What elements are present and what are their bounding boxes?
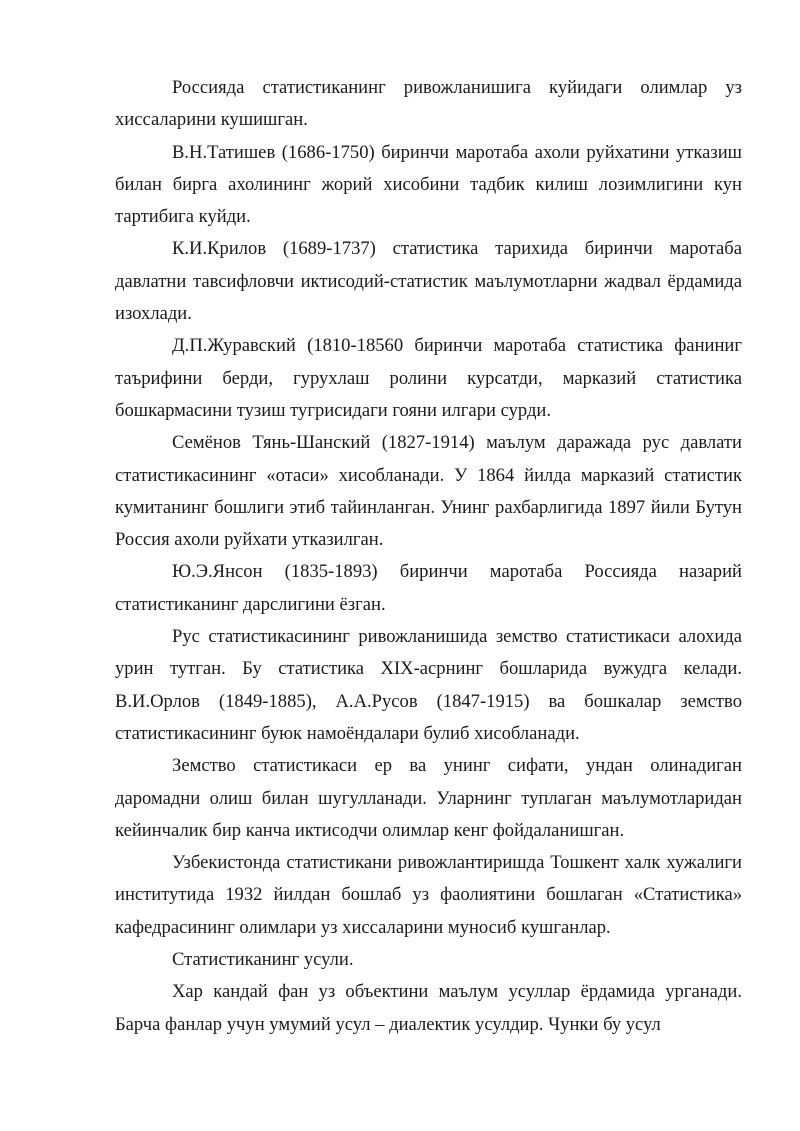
document-page bbox=[115, 72, 742, 1041]
section-heading-method: Статистиканинг усули. bbox=[172, 949, 354, 971]
paragraph-zemstvo-intro: Рус статистикасининг ривожланишида земство статистикаси алохида урин тутган. Бу статистика XIX-асрнинг бошларида вужудга келади. В.И.Орлов (1849-1885), А.А.Русов (1847-1915) ва бошкалар земство статистикасининг буюк намоёндалари булиб хисобланади. bbox=[115, 626, 742, 744]
paragraph-tatishev: В.Н.Татишев (1686-1750) биринчи маротаба ахоли руйхатини утказиш билан бирга ахолининг жорий хисобини тадбик килиш лозимлигини кун тартибига куйди. bbox=[115, 141, 742, 228]
paragraph-uzbekistan: Узбекистонда статистикани ривожлантиришда Тошкент халк хужалиги институтида 1932 йилдан бошлаб уз фаолиятини бошлаган «Статистика» кафедрасининг олимлари уз хиссаларини муносиб кушганлар. bbox=[115, 852, 742, 938]
paragraph-krilov: К.И.Крилов (1689-1737) статистика тарихида биринчи маротаба давлатни тавсифловчи иктисодий-статистик маълумотларни жадвал ёрдамида изохлади. bbox=[115, 238, 742, 325]
paragraph-yanson: Ю.Э.Янсон (1835-1893) биринчи маротаба Россияда назарий статистиканинг дарслигини ёзган. bbox=[115, 561, 742, 615]
paragraph-semenov: Семёнов Тянь-Шанский (1827-1914) маълум даражада рус давлати статистикасининг «отаси» хисобланади. У 1864 йилда марказий статистик кумитанинг бошлиги этиб тайинланган. Унинг рахбарлигида 1897 йили Бутун Россия ахоли руйхати утказилган. bbox=[115, 432, 742, 551]
paragraph-zemstvo-scope: Земство статистикаси ер ва унинг сифати, ундан олинадиган даромадни олиш билан шугулланади. Уларнинг туплаган маълумотларидан кейинчалик бир канча иктисодчи олимлар кенг фойдаланишган. bbox=[115, 755, 742, 841]
paragraph-intro: Россияда статистиканинг ривожланишига куйидаги олимлар уз хиссаларини кушишган. bbox=[115, 77, 742, 131]
paragraph-zhuravsky: Д.П.Журавский (1810-18560 биринчи маротаба статистика фаниниг таърифини берди, гурухлаш ролини курсатди, марказий статистика бошкармасини тузиш тугрисидаги гояни илгари сурди. bbox=[115, 335, 742, 421]
paragraph-method: Хар кандай фан уз объектини маълум усуллар ёрдамида урганади. Барча фанлар учун умумий усул – диалектик усулдир. Чунки бу усул bbox=[115, 981, 742, 1035]
